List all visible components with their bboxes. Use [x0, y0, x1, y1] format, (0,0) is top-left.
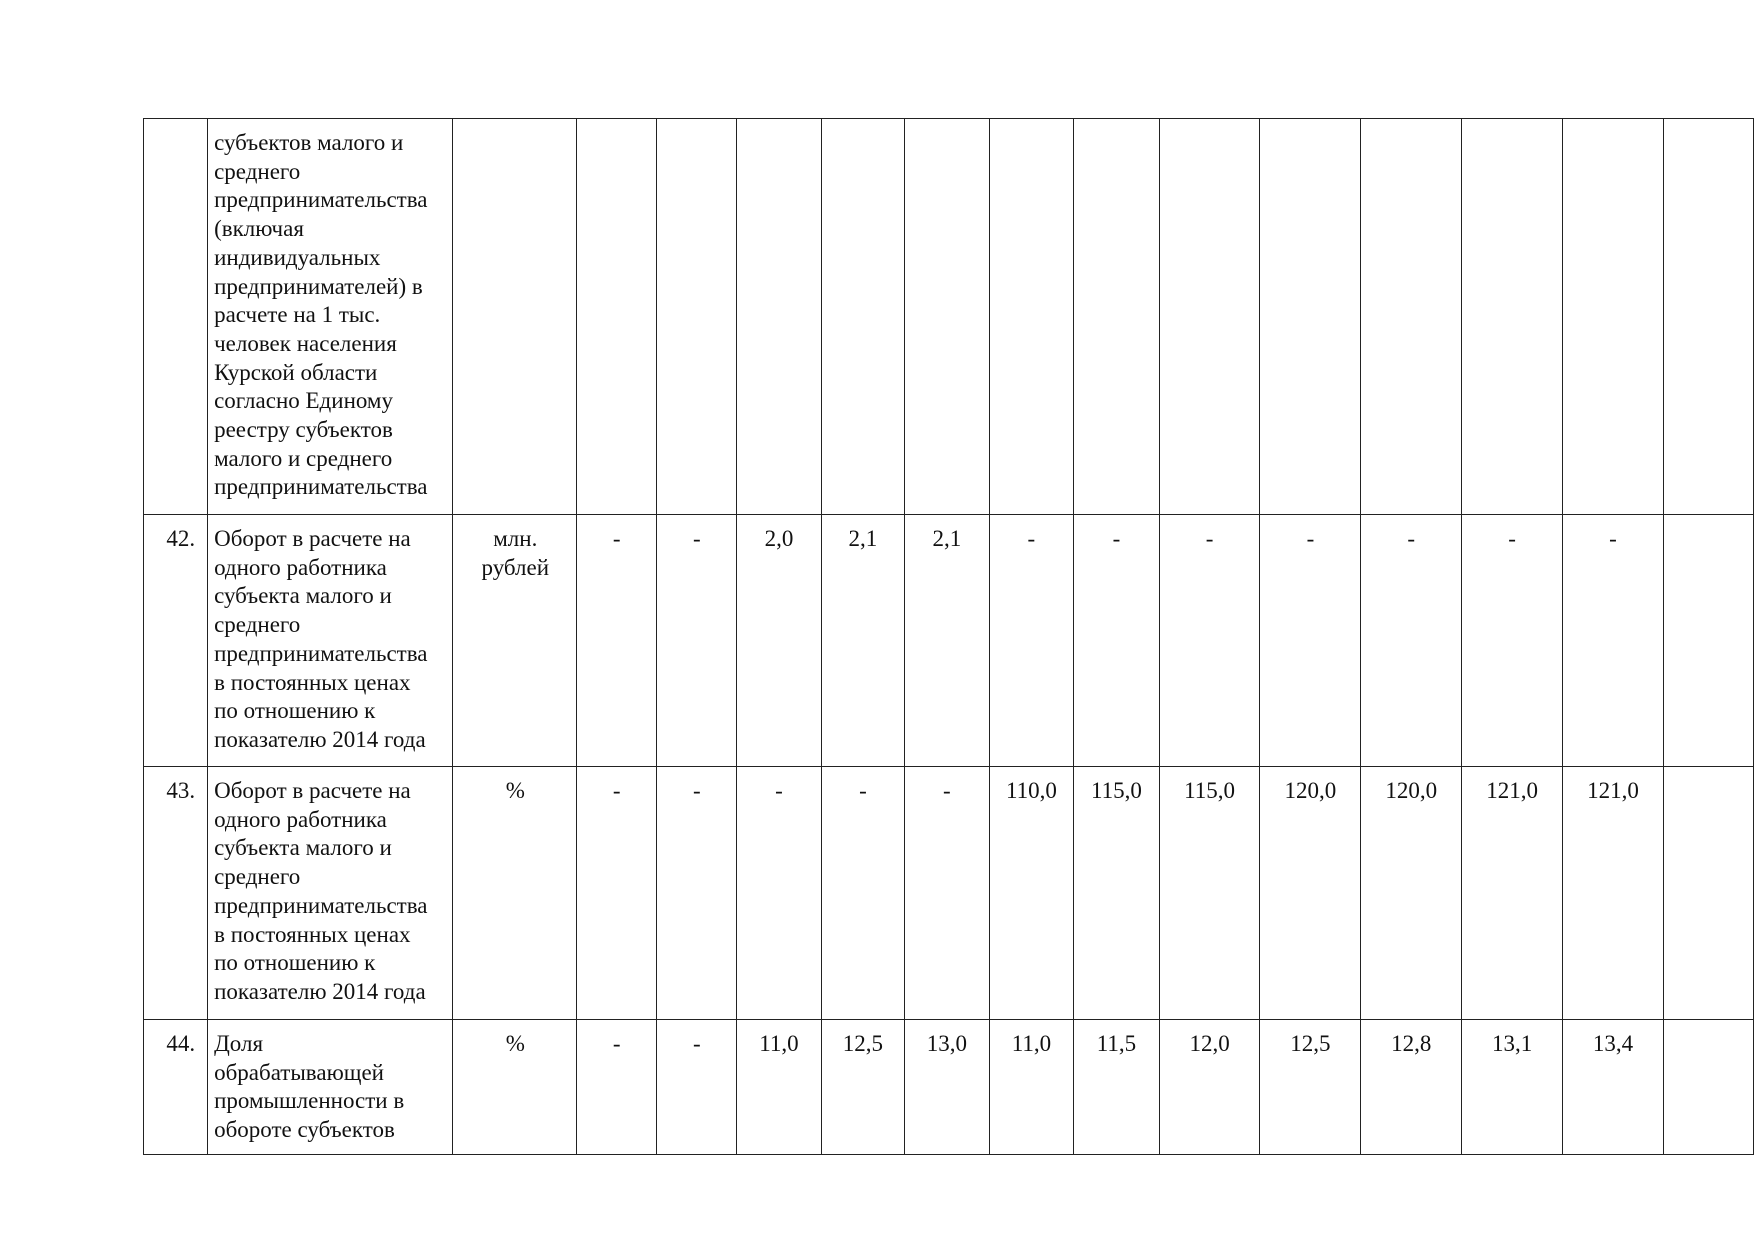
- value-cell: -: [657, 767, 737, 1020]
- value-cell: 110,0: [989, 767, 1074, 1020]
- value-cell: 11,0: [737, 1020, 821, 1155]
- value-cell: [1663, 1020, 1753, 1155]
- row-number-cell: 42.: [144, 515, 208, 767]
- value-cell: -: [657, 515, 737, 767]
- value-cell: 121,0: [1462, 767, 1563, 1020]
- table-row: [144, 767, 1754, 1020]
- value-cell: [989, 119, 1074, 515]
- value-cell: [1663, 515, 1753, 767]
- value-cell: -: [577, 1020, 657, 1155]
- value-cell: 2,1: [905, 515, 989, 767]
- value-cell: 2,1: [821, 515, 905, 767]
- value-cell: -: [1074, 515, 1160, 767]
- value-cell: [1563, 119, 1664, 515]
- value-cell: 13,0: [905, 1020, 989, 1155]
- value-cell: [821, 119, 905, 515]
- unit-cell: млн. рублей: [452, 515, 577, 767]
- indicator-name-cell: Доля обрабатывающей промышленности в обороте субъектов: [208, 1020, 452, 1155]
- value-cell: -: [577, 515, 657, 767]
- value-cell: [1159, 119, 1260, 515]
- indicators-table: [143, 118, 1754, 1155]
- value-cell: 12,0: [1159, 1020, 1260, 1155]
- unit-cell: %: [452, 1020, 577, 1155]
- value-cell: [905, 119, 989, 515]
- table-row: [144, 119, 1754, 515]
- value-cell: -: [1361, 515, 1462, 767]
- value-cell: 12,5: [1260, 1020, 1361, 1155]
- value-cell: 115,0: [1074, 767, 1160, 1020]
- table-row: [144, 1020, 1754, 1155]
- value-cell: [737, 119, 821, 515]
- value-cell: [657, 119, 737, 515]
- value-cell: -: [1563, 515, 1664, 767]
- indicator-name-cell: Оборот в расчете на одного работника субъекта малого и среднего предпринимательства в постоянных ценах по отношению к показателю 2014 года: [208, 767, 452, 1020]
- indicator-name-cell: субъектов малого и среднего предпринимательства (включая индивидуальных предпринимателей) в расчете на 1 тыс. человек населения Курской области согласно Единому реестру субъектов малого и среднего предпринимательства: [208, 119, 452, 515]
- unit-cell: %: [452, 767, 577, 1020]
- table-row: [144, 515, 1754, 767]
- value-cell: 11,5: [1074, 1020, 1160, 1155]
- value-cell: 121,0: [1563, 767, 1664, 1020]
- value-cell: -: [737, 767, 821, 1020]
- value-cell: 12,8: [1361, 1020, 1462, 1155]
- value-cell: 13,1: [1462, 1020, 1563, 1155]
- value-cell: [1663, 767, 1753, 1020]
- indicator-name-cell: Оборот в расчете на одного работника субъекта малого и среднего предпринимательства в постоянных ценах по отношению к показателю 2014 года: [208, 515, 452, 767]
- value-cell: 11,0: [989, 1020, 1074, 1155]
- value-cell: -: [657, 1020, 737, 1155]
- value-cell: [1361, 119, 1462, 515]
- value-cell: -: [1159, 515, 1260, 767]
- value-cell: [1074, 119, 1160, 515]
- unit-cell: [452, 119, 577, 515]
- row-number-cell: 44.: [144, 1020, 208, 1155]
- value-cell: 115,0: [1159, 767, 1260, 1020]
- value-cell: -: [577, 767, 657, 1020]
- row-number-cell: [144, 119, 208, 515]
- value-cell: 120,0: [1361, 767, 1462, 1020]
- row-number-cell: 43.: [144, 767, 208, 1020]
- value-cell: [577, 119, 657, 515]
- value-cell: [1663, 119, 1753, 515]
- value-cell: -: [905, 767, 989, 1020]
- value-cell: [1462, 119, 1563, 515]
- value-cell: 120,0: [1260, 767, 1361, 1020]
- value-cell: -: [989, 515, 1074, 767]
- value-cell: 13,4: [1563, 1020, 1664, 1155]
- value-cell: -: [821, 767, 905, 1020]
- value-cell: -: [1462, 515, 1563, 767]
- value-cell: 12,5: [821, 1020, 905, 1155]
- value-cell: 2,0: [737, 515, 821, 767]
- value-cell: -: [1260, 515, 1361, 767]
- value-cell: [1260, 119, 1361, 515]
